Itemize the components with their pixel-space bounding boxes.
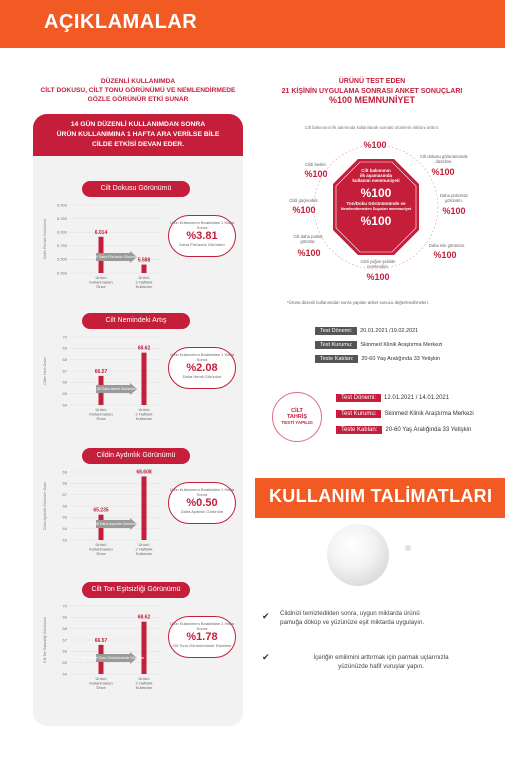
center-line: kullanım memnuniyeti [352, 178, 400, 183]
usage-title-bar [255, 478, 505, 518]
center-percent: %100 [360, 186, 392, 200]
usage-step [280, 609, 424, 627]
test-info-key: Test Dönemi: [315, 327, 357, 335]
y-tick-label: 5.500 [56, 256, 67, 262]
x-category-label: Önce [96, 284, 106, 289]
badge-sub: Daha Pürüzsüz Görünüm [179, 242, 225, 247]
irritation-test-stamp [272, 392, 322, 442]
x-category-label: Ürünü [95, 275, 107, 280]
y-tick-label: 5.750 [56, 243, 67, 249]
x-category-label: Ürünü [138, 407, 150, 412]
x-category-label: Ürünü [95, 676, 107, 681]
x-category-label: Kullanmadan [89, 279, 113, 285]
stamp-line: TAHRİŞ [286, 414, 308, 420]
header-bar [0, 0, 505, 48]
x-category-label: Kullanmadan [89, 546, 113, 552]
usage-title: KULLANIM TALİMATLARI [269, 486, 493, 506]
badge-text: Ürün Kullanımını Bıraktıktan 1 Hafta Sonra [169, 220, 235, 230]
chart-title: Cilt Ton Eşitsizliği Görünümü [82, 582, 190, 598]
wheel-label: Cildi yoğun şekilde nemlendirir. [360, 259, 396, 269]
small-drop-image [405, 545, 411, 551]
test-info-row [336, 394, 449, 402]
y-axis-label: Cildin Nem Oranı [43, 357, 47, 385]
badge-value: %1.78 [186, 631, 218, 643]
result-badge [168, 482, 236, 524]
x-category-label: Ürünü [138, 542, 150, 547]
x-category-label: Kullanımı [135, 416, 153, 421]
usage-step-line: İçeriğin emilimini arttırmak için parmak uçlarınızla [313, 654, 449, 661]
y-tick-label: 67 [62, 637, 67, 643]
usage-step [286, 653, 476, 671]
chart-moisture [40, 313, 236, 439]
usage-step-line: Cildinizi temizledikten sonra, uygun miktarda ürünü [280, 610, 420, 617]
y-tick-label: 65 [62, 390, 67, 396]
x-category-label: Önce [96, 416, 106, 421]
x-category-label: Kullanmadan [89, 411, 113, 417]
y-axis-label: Cilt Ton Eşitsizliği Görünümü [43, 617, 47, 663]
test-info-key: Teste Katılan: [336, 426, 382, 434]
right-title-line: %100 MEMNUNİYET [328, 95, 416, 105]
right-title-line: 21 KİŞİNİN UYGULAMA SONRASI ANKET SONUÇLARI [281, 87, 463, 95]
panel-heading-line: 14 GÜN DÜZENLİ KULLANIMDAN SONRA [70, 121, 206, 128]
badge-sub: Cilt Tonu Görünümünde Düzelme [172, 643, 232, 648]
y-tick-label: 65 [62, 514, 67, 520]
y-tick-label: 64 [62, 671, 67, 677]
y-tick-label: 66 [62, 648, 67, 654]
center-percent: %100 [360, 214, 392, 228]
x-category-label: Kullanımı [135, 551, 153, 556]
y-tick-label: 5.460 [56, 270, 67, 276]
result-badge [168, 215, 236, 257]
y-tick-label: 67 [62, 491, 67, 497]
wheel-label: Daha pürüzsüz görünüm. [439, 193, 469, 203]
x-category-label: Ürünü [95, 542, 107, 547]
wheel-percent: %100 [292, 205, 316, 215]
test-info-value: Skinmed Klinik Araştırma Merkezi [384, 411, 474, 417]
wheel-label: Cildi güçlendirir. [289, 198, 319, 203]
wheel-note: Cilt bakımının ilk adımında kullanılarak sonraki ürünlerin etkisini arttırır. [304, 125, 440, 130]
y-tick-label: 64 [62, 402, 67, 408]
arrow-note: %2.15 Cilt Tonu Görünümünde Düzelme [81, 656, 145, 661]
y-tick-label: 70 [62, 334, 67, 340]
test-info-key: Test Dönemi: [336, 394, 381, 402]
panel-heading-line: CİLDE ETKİSİ DEVAN EDER. [91, 141, 185, 148]
badge-text: Ürün Kullanımını Bıraktıktan 1 Hafta Sonra [169, 487, 235, 497]
survey-footnote: *Ürünü düzenli kullanımdan sonra yapılan anket sonucu değerlendirmeleri. [287, 300, 429, 305]
x-category-label: 2 Haftalık [135, 546, 153, 552]
arrow-note: %0.58 Daha Aydınlık Görünüm [89, 522, 137, 527]
test-info-value: 20.01.2021 /19.02.2021 [360, 328, 419, 334]
test-info-row [315, 355, 440, 363]
x-category-label: Ürünü [138, 676, 150, 681]
test-info-key: Test Kurumu: [336, 410, 381, 418]
chart-title: Cilt Dokusu Görünümü [82, 181, 190, 197]
x-category-label: Kullanımı [135, 284, 153, 289]
y-axis-label: Cildin Pürüzlü Görünümü [43, 218, 47, 260]
wheel-percent: %100 [433, 250, 457, 260]
wheel-label: Cilt daha parlak görünür. [293, 234, 323, 244]
y-tick-label: 67 [62, 368, 67, 374]
badge-value: %0.50 [186, 497, 218, 509]
usage-step-line: pamuğa döküp ve yüzünüze eşit miktarda uygulayın. [280, 619, 425, 626]
chart-brightness [40, 448, 236, 574]
center-line: Nemlendirmeden Duyulan memnuniyet [340, 207, 412, 211]
chart-title: Cildin Aydınlık Görünümü [82, 448, 190, 464]
x-category-label: Kullanmadan [89, 680, 113, 686]
bar-value-label: 65.235 [93, 507, 109, 514]
product-drop-image [327, 524, 389, 586]
wheel-percent: %100 [442, 206, 466, 216]
badge-value: %3.81 [186, 230, 218, 242]
wheel-top-percent: %100 [363, 140, 387, 150]
right-title-line: ÜRÜNÜ TEST EDEN [338, 78, 406, 85]
y-tick-label: 68 [62, 356, 67, 362]
page-title: AÇIKLAMALAR [44, 11, 198, 33]
bar [142, 353, 147, 405]
wheel-label: Cilt dokusu görünümünde düzelme. [420, 154, 468, 164]
x-category-label: Ürünü [138, 275, 150, 280]
left-title-line: CİLT DOKUSU, CİLT TONU GÖRÜNÜMÜ VE NEMLENDİRMEDE [40, 87, 236, 94]
arrow-note: %6.89 Daha Pürüzsüz Görünüm [87, 255, 139, 260]
test-info-value: 12.01.2021 / 14.01.2021 [384, 395, 450, 401]
test-info-key: Test Kurumu: [315, 341, 357, 349]
test-info-value: 20-60 Yaş Aralığında 33 Yetişkin [361, 356, 441, 362]
bar-value-label: 5.588 [137, 257, 151, 264]
y-tick-label: 69 [62, 345, 67, 351]
x-category-label: 2 Haftalık [135, 680, 153, 686]
x-category-label: Kullanımı [135, 685, 153, 690]
x-category-label: 2 Haftalık [135, 279, 153, 285]
test-info-key: Teste Katılan: [315, 355, 358, 363]
bar-value-label: 6.014 [94, 229, 108, 236]
arrow-note: %3.36 Daha Nemli Görünüm [90, 387, 136, 392]
y-tick-label: 6.000 [56, 229, 67, 235]
right-section-title [256, 77, 488, 106]
center-line: ilk aşamasında [359, 173, 393, 178]
y-tick-label: 69 [62, 614, 67, 620]
test-info-row [336, 426, 471, 434]
left-title-line: GÖZLE GÖRÜNÜR ETKİ SUNAR [87, 96, 189, 103]
y-axis-label: Cildin Aydınlık Görünüm Oranı [43, 481, 47, 531]
y-tick-label: 65 [62, 659, 67, 665]
y-tick-label: 64 [62, 525, 67, 531]
y-tick-label: 69 [62, 469, 67, 475]
bar [142, 476, 147, 540]
test-info-value: Skinmed Klinik Araştırma Merkezi [360, 342, 443, 348]
chart-skin-texture [40, 181, 236, 307]
bar-value-label: 66.57 [94, 637, 108, 644]
y-tick-label: 68 [62, 625, 67, 631]
result-badge [168, 616, 236, 658]
y-tick-label: 70 [62, 603, 67, 609]
x-category-label: Önce [96, 685, 106, 690]
y-tick-label: 6.500 [56, 202, 67, 208]
wheel-percent: %100 [297, 248, 321, 258]
badge-sub: Daha Aydınlık Görünüm [180, 509, 224, 514]
bar-value-label: 68.62 [137, 614, 151, 621]
y-tick-label: 68 [62, 480, 67, 486]
bar [142, 265, 147, 273]
result-badge [168, 347, 236, 389]
left-section-title [22, 77, 254, 104]
bar-value-label: 66.57 [94, 368, 108, 375]
badge-text: Ürün Kullanımını Bıraktıktan 1 Hafta Sonra [169, 621, 235, 631]
test-info-row [315, 327, 418, 335]
stamp-line: CİLT [291, 408, 303, 414]
stamp-line: TESTİ YAPILDI [281, 420, 313, 425]
left-title-line: DÜZENLİ KULLANIMDA [100, 78, 176, 85]
y-tick-label: 63 [62, 537, 67, 543]
bar-value-label: 68.62 [137, 345, 151, 352]
panel-heading-line: ÜRÜN KULLANIMINA 1 HAFTA ARA VERİLSE BİLE [56, 131, 220, 138]
checkmark-icon: ✔ [262, 611, 270, 621]
badge-sub: Daha Nemli Görünüm [182, 374, 222, 379]
wheel-label: Cildi besler. [305, 162, 327, 167]
wheel-percent: %100 [366, 272, 390, 282]
checkmark-icon: ✔ [262, 652, 270, 662]
chart-tone-evenness [40, 582, 236, 708]
test-info-value: 20-60 Yaş Aralığında 33 Yetişkin [385, 427, 472, 433]
panel-heading [33, 114, 243, 156]
wheel-label: Daha sıkı görünüm. [428, 243, 466, 248]
usage-step-line: yüzünüzde hafif vuruşlar yapın. [338, 663, 424, 670]
bar-value-label: 68.608 [136, 469, 152, 476]
center-line: Cilt bakımının [361, 168, 391, 173]
y-tick-label: 6.250 [56, 215, 67, 221]
test-info-row [336, 410, 474, 418]
badge-value: %2.08 [186, 362, 218, 374]
chart-title: Cilt Nemindeki Artış [82, 313, 190, 329]
x-category-label: Ürünü [95, 407, 107, 412]
badge-text: Ürün Kullanımını Bıraktıktan 1 Hafta Sonra [169, 352, 235, 362]
bar [142, 622, 147, 674]
y-tick-label: 66 [62, 503, 67, 509]
center-line: Ton/Doku Görünümünde ve [346, 201, 406, 206]
x-category-label: Önce [96, 551, 106, 556]
test-info-row [315, 341, 442, 349]
wheel-percent: %100 [304, 169, 328, 179]
y-tick-label: 66 [62, 379, 67, 385]
x-category-label: 2 Haftalık [135, 411, 153, 417]
wheel-percent: %100 [431, 167, 455, 177]
